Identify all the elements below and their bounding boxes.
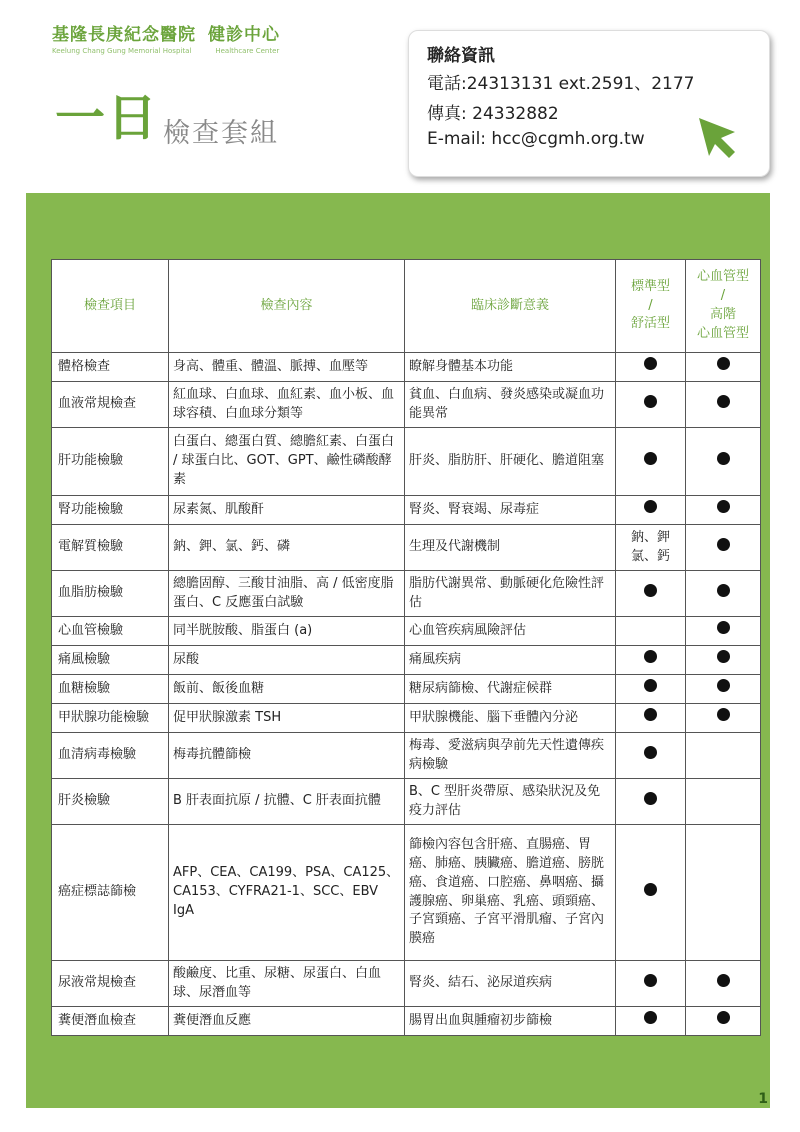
filled-dot-icon (644, 746, 657, 759)
hospital-name: 基隆長庚紀念醫院 (52, 25, 196, 45)
cell-cardio (686, 353, 761, 382)
table-row (52, 779, 761, 825)
table-row (52, 704, 761, 733)
table-row (52, 675, 761, 704)
cell-item: 尿液常規檢查 (52, 961, 169, 1007)
table-row (52, 525, 761, 571)
cell-meaning: B、C 型肝炎帶原、感染狀況及免疫力評估 (405, 779, 616, 825)
filled-dot-icon (644, 792, 657, 805)
table-row (52, 1007, 761, 1036)
cell-standard (616, 496, 686, 525)
cell-cardio (686, 646, 761, 675)
filled-dot-icon (717, 452, 730, 465)
filled-dot-icon (717, 650, 730, 663)
cell-cardio (686, 428, 761, 496)
cell-standard (616, 675, 686, 704)
filled-dot-icon (644, 883, 657, 896)
cell-content: 身高、體重、體溫、脈搏、血壓等 (169, 353, 405, 382)
table-row (52, 961, 761, 1007)
table-row (52, 496, 761, 525)
filled-dot-icon (717, 357, 730, 370)
table-row (52, 428, 761, 496)
hospital-name-cn (52, 20, 303, 45)
table-row (52, 571, 761, 617)
filled-dot-icon (644, 679, 657, 692)
contact-fax: 傳真: 24332882 (427, 104, 559, 124)
page-title-big: 一日 (55, 89, 159, 147)
cell-standard (616, 961, 686, 1007)
cell-standard (616, 825, 686, 961)
cell-content: AFP、CEA、CA199、PSA、CA125、CA153、CYFRA21-1、SCC、EBV IgA (169, 825, 405, 961)
filled-dot-icon (717, 584, 730, 597)
cell-content: 促甲狀腺激素 TSH (169, 704, 405, 733)
cell-meaning: 梅毒、愛滋病與孕前先天性遺傳疾病檢驗 (405, 733, 616, 779)
table-frame (26, 193, 770, 1108)
hospital-name-english: Keelung Chang Gung Memorial Hospital (52, 47, 192, 55)
cell-cardio (686, 496, 761, 525)
filled-dot-icon (644, 452, 657, 465)
cell-content: 紅血球、白血球、血紅素、血小板、血球容積、白血球分類等 (169, 382, 405, 428)
cell-cardio (686, 571, 761, 617)
cell-cardio (686, 779, 761, 825)
cell-content: 飯前、飯後血糖 (169, 675, 405, 704)
cell-item: 血液常規檢查 (52, 382, 169, 428)
center-name-english: Healthcare Center (215, 47, 280, 55)
cell-content: B 肝表面抗原 / 抗體、C 肝表面抗體 (169, 779, 405, 825)
contact-phone: 電話:24313131 ext.2591、2177 (427, 74, 695, 94)
header-content: 檢查內容 (169, 260, 405, 353)
hospital-header (52, 20, 303, 55)
filled-dot-icon (717, 395, 730, 408)
cell-cardio (686, 704, 761, 733)
cell-standard-electrolytes: 鈉、鉀 氯、鈣 (616, 525, 686, 571)
cell-meaning: 脂肪代謝異常、動脈硬化危險性評估 (405, 571, 616, 617)
cell-meaning: 篩檢內容包含肝癌、直腸癌、胃癌、肺癌、胰臟癌、膽道癌、膀胱癌、食道癌、口腔癌、鼻咽癌、攝護腺癌、卵巢癌、乳癌、頭頸癌、子宮頸癌、子宮平滑肌瘤、子宮內膜癌 (405, 825, 616, 961)
table-row (52, 617, 761, 646)
cell-content: 梅毒抗體篩檢 (169, 733, 405, 779)
cell-item: 心血管檢驗 (52, 617, 169, 646)
exam-table (51, 259, 761, 1036)
header-meaning: 臨床診斷意義 (405, 260, 616, 353)
cell-meaning: 腎炎、腎衰竭、尿毒症 (405, 496, 616, 525)
hospital-name-en (52, 47, 303, 55)
header-item: 檢查項目 (52, 260, 169, 353)
table-row (52, 382, 761, 428)
contact-title: 聯絡資訊 (427, 46, 495, 66)
contact-email: E-mail: hcc@cgmh.org.tw (427, 129, 645, 149)
filled-dot-icon (644, 650, 657, 663)
filled-dot-icon (717, 679, 730, 692)
cell-standard (616, 646, 686, 675)
cell-cardio (686, 1007, 761, 1036)
page-number: 1 (758, 1091, 768, 1107)
cell-cardio (686, 382, 761, 428)
cell-content: 同半胱胺酸、脂蛋白 (a) (169, 617, 405, 646)
filled-dot-icon (717, 1011, 730, 1024)
filled-dot-icon (717, 621, 730, 634)
cell-standard (616, 779, 686, 825)
cell-item: 肝功能檢驗 (52, 428, 169, 496)
cell-standard (616, 1007, 686, 1036)
cell-meaning: 生理及代謝機制 (405, 525, 616, 571)
table-row (52, 646, 761, 675)
cell-cardio (686, 733, 761, 779)
cell-cardio (686, 825, 761, 961)
cell-item: 血脂肪檢驗 (52, 571, 169, 617)
cell-meaning: 心血管疾病風險評估 (405, 617, 616, 646)
filled-dot-icon (717, 974, 730, 987)
cell-standard (616, 353, 686, 382)
filled-dot-icon (644, 395, 657, 408)
cell-content: 糞便潛血反應 (169, 1007, 405, 1036)
cell-meaning: 甲狀腺機能、腦下垂體內分泌 (405, 704, 616, 733)
table-header-row (52, 260, 761, 353)
filled-dot-icon (644, 500, 657, 513)
filled-dot-icon (644, 708, 657, 721)
filled-dot-icon (717, 708, 730, 721)
cell-content: 白蛋白、總蛋白質、總膽紅素、白蛋白 / 球蛋白比、GOT、GPT、鹼性磷酸酵素 (169, 428, 405, 496)
cell-standard (616, 382, 686, 428)
cell-standard (616, 571, 686, 617)
cell-meaning: 糖尿病篩檢、代謝症候群 (405, 675, 616, 704)
cell-item: 血清病毒檢驗 (52, 733, 169, 779)
cell-standard (616, 428, 686, 496)
cell-standard (616, 704, 686, 733)
cell-item: 糞便潛血檢查 (52, 1007, 169, 1036)
cell-content: 酸鹼度、比重、尿糖、尿蛋白、白血球、尿潛血等 (169, 961, 405, 1007)
cell-cardio (686, 617, 761, 646)
cell-item: 肝炎檢驗 (52, 779, 169, 825)
table-row (52, 825, 761, 961)
filled-dot-icon (717, 500, 730, 513)
cell-item: 痛風檢驗 (52, 646, 169, 675)
page-title-small: 檢查套組 (163, 118, 279, 149)
cell-cardio (686, 525, 761, 571)
cell-standard (616, 617, 686, 646)
filled-dot-icon (644, 1011, 657, 1024)
filled-dot-icon (644, 357, 657, 370)
cell-meaning: 肝炎、脂肪肝、肝硬化、膽道阻塞 (405, 428, 616, 496)
table-row (52, 733, 761, 779)
cell-meaning: 腎炎、結石、泌尿道疾病 (405, 961, 616, 1007)
cell-cardio (686, 961, 761, 1007)
filled-dot-icon (644, 584, 657, 597)
cell-content: 總膽固醇、三酸甘油脂、高 / 低密度脂蛋白、C 反應蛋白試驗 (169, 571, 405, 617)
cell-item: 甲狀腺功能檢驗 (52, 704, 169, 733)
cell-item: 體格檢查 (52, 353, 169, 382)
header-standard: 標準型 / 舒活型 (616, 260, 686, 353)
table-row (52, 353, 761, 382)
cell-cardio (686, 675, 761, 704)
cell-item: 腎功能檢驗 (52, 496, 169, 525)
header-cardio: 心血管型 / 高階 心血管型 (686, 260, 761, 353)
cell-item: 電解質檢驗 (52, 525, 169, 571)
cell-content: 鈉、鉀、氯、鈣、磷 (169, 525, 405, 571)
contact-card (408, 30, 770, 177)
cell-meaning: 痛風疾病 (405, 646, 616, 675)
cell-content: 尿素氮、肌酸酐 (169, 496, 405, 525)
filled-dot-icon (717, 538, 730, 551)
cell-content: 尿酸 (169, 646, 405, 675)
cell-item: 癌症標誌篩檢 (52, 825, 169, 961)
cell-meaning: 瞭解身體基本功能 (405, 353, 616, 382)
page-title (55, 78, 279, 150)
filled-dot-icon (644, 974, 657, 987)
cursor-arrow-icon (695, 114, 743, 162)
cell-meaning: 腸胃出血與腫瘤初步篩檢 (405, 1007, 616, 1036)
cell-meaning: 貧血、白血病、發炎感染或凝血功能異常 (405, 382, 616, 428)
cell-item: 血糖檢驗 (52, 675, 169, 704)
center-name: 健診中心 (208, 25, 280, 45)
cell-standard (616, 733, 686, 779)
